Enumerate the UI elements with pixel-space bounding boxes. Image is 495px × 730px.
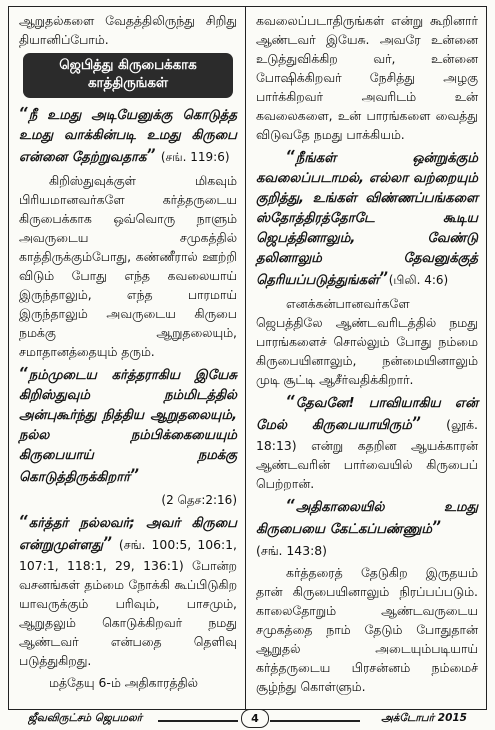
page-number: 4: [241, 709, 269, 728]
open-quote-icon: “: [286, 147, 296, 167]
verse-paragraph: [19, 512, 237, 670]
verse-quote: [19, 104, 237, 168]
magazine-page: [8, 6, 487, 710]
body-paragraph: கர்த்தரைத் தேடுகிற இருதயம் தான் கிருபையினாலும் நிரப்பப்படும். காலைதோறும் ஆண்டவருடைய சமுகத்தை நாம் தேடும் போதுதான் ஆறுதல் அடையும்படியாய் கர்த்தருடைய பிரசன்னம் நம்மைச் சூழ்ந்து கொள்ளும்.: [256, 565, 478, 694]
open-quote-icon: “: [19, 512, 29, 532]
close-quote-icon: ”: [411, 414, 422, 434]
verse-text: நம்முடைய கர்த்தராகிய இயேசு கிறிஸ்துவும் நம்மிடத்தில் அன்புகூர்ந்து நித்திய ஆறுதலையும், நல்ல நம்பிக்கையையும் கிருபையாய் நமக்கு கொடுத்திருக்கிறார்: [19, 368, 237, 485]
verse-quote: [256, 147, 478, 291]
verse-quote: [256, 392, 478, 434]
open-quote-icon: “: [286, 392, 296, 412]
verse-reference: (2 தெச:2:16): [161, 493, 237, 507]
verse-text: நீ உமது அடியேனுக்கு கொடுத்த உமது வாக்கின்படி உமது கிருபை என்னை தேற்றுவதாக: [19, 108, 237, 165]
verse-text: நீங்கள் ஒன்றுக்கும் கவலைப்படாமல், எல்லா வற்றையும் குறித்து, உங்கள் விண்ணப்பங்களை ஸ்தோத்திரத்தோடே கூடிய ஜெபத்தினாலும், வேண்டு தலினாலும் தேவனுக்குத் தெரியப்படுத்துங்கள்: [256, 151, 478, 288]
close-quote-icon: ”: [146, 146, 157, 166]
footer-divider: [270, 720, 360, 722]
verse-paragraph: [256, 392, 478, 493]
issue-date: அக்டோபர் 2015: [381, 712, 467, 724]
intro-text: ஆறுதல்களை வேதத்திலிருந்து சிறிது தியானிப்போம்.: [19, 13, 237, 47]
body-text: (சங். 100:5, 106:1, 107:1, 118:1, 29, 136:1) போன்ற வசனங்கள் தம்மை நோக்கி கூப்பிடுகிற யாவருக்கும் பரிவும், பாசமும், ஆறுதலும் கொடுக்கிறவர் நமது ஆண்டவர் என்பதை தெளிவு படுத்துகிறது.: [19, 537, 237, 668]
close-quote-icon: ”: [378, 269, 389, 289]
magazine-title: ஜீவவிருட்சம் ஜெபமலர்: [28, 712, 143, 724]
body-paragraph: கிறிஸ்துவுக்குள் மிகவும் பிரியமானவர்களே கர்த்தருடைய கிருபைக்காக ஒவ்வொரு நாளும் அவருடைய சமுகத்தில் காத்திருக்கும்போது, கண்ணீரால் ஊற்றி விடும் போது எந்த கவலையாய் இருந்தாலும், எந்த பாரமாய் இருந்தாலும் அவருடைய கிருபை நமக்கு ஆறுதலையும், சமாதானத்தையும் தரும்.: [19, 173, 237, 359]
verse-text: அதிகாலையில் உமது கிருபையை கேட்கப்பண்ணும்: [256, 500, 478, 537]
open-quote-icon: “: [19, 364, 29, 384]
footer-divider: [158, 720, 238, 722]
section-heading: ஜெபித்து கிருபைக்காக காத்திருங்கள்: [23, 53, 233, 98]
verse-text: தேவனே! பாவியாகிய என் மேல் கிருபையாயிரும்: [256, 396, 478, 433]
open-quote-icon: “: [19, 104, 29, 124]
right-column: [245, 7, 486, 709]
close-quote-icon: ”: [129, 466, 140, 486]
page-footer: [8, 712, 487, 728]
left-column: [9, 7, 245, 709]
body-paragraph: கவலைப்படாதிருங்கள் என்று கூறினார் ஆண்டவர் இயேசு. அவரே உன்னை உடுத்துவிக்கிற வர், உன்னை போஷிக்கிறவர் நேசித்து அழகு பார்க்கிறவர் அவரிடம் உன் கவலைகளை, உன் பாரங்களை வைத்து விடுவதே நமது பாக்கியம்.: [256, 13, 478, 142]
body-paragraph: மத்தேயு 6-ம் அதிகாரத்தில்: [49, 675, 198, 690]
verse-text: கர்த்தர் நல்லவர்; அவர் கிருபை என்றுமுள்ளது: [19, 516, 237, 553]
verse-reference: (சங். 143:8): [256, 543, 327, 558]
body-text: (லூக். 18:13) என்று கதறின ஆயக்காரன் ஆண்டவரின் பார்வையில் கிருபைப் பெற்றான்.: [256, 417, 478, 491]
close-quote-icon: ”: [431, 518, 442, 538]
verse-quote: [19, 364, 237, 488]
verse-reference: (சங். 119:6): [160, 150, 230, 164]
verse-reference: (பிலி. 4:6): [388, 273, 449, 287]
body-paragraph: எனக்கன்பானவர்களே ஜெபத்திலே ஆண்டவரிடத்தில் நமது பாரங்களைச் சொல்லும் போது நம்மை கிருபையினாலும், நன்மையினாலும் முடி சூட்டி ஆசீர்வதிக்கிறார்.: [256, 296, 478, 387]
verse-quote: [256, 496, 478, 540]
open-quote-icon: “: [286, 496, 296, 516]
close-quote-icon: ”: [102, 534, 113, 554]
